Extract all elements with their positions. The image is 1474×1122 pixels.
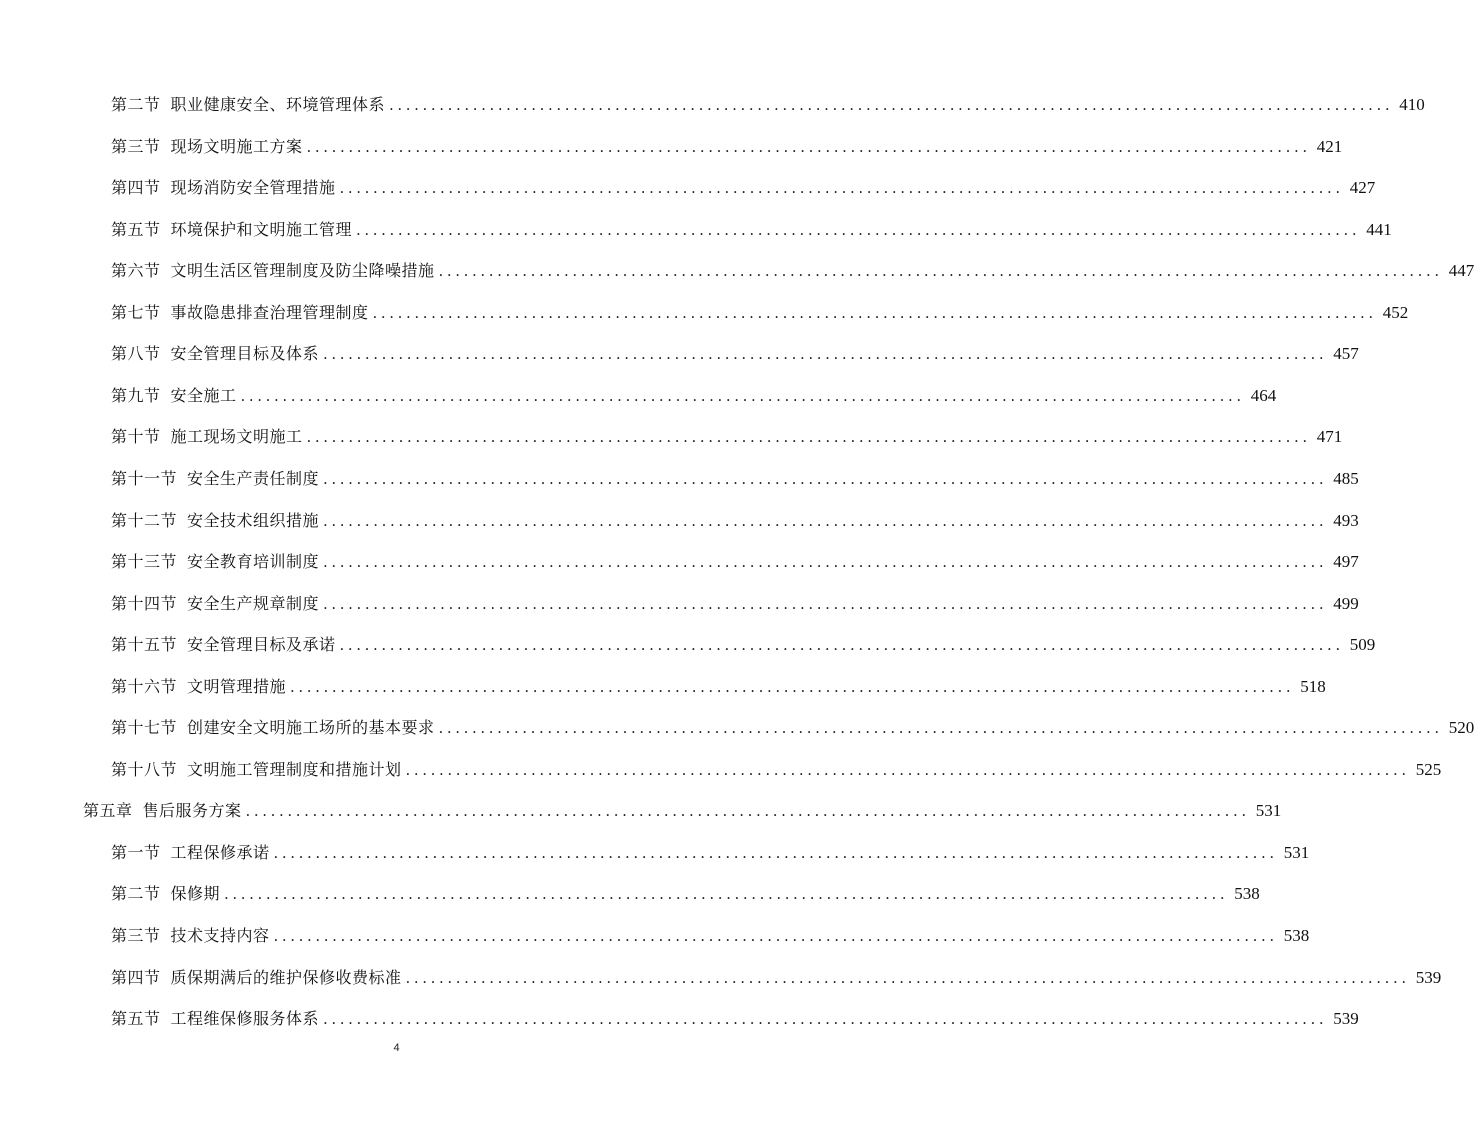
toc-entry-number: 第一节 [111,842,161,862]
toc-entry[interactable] [111,465,1359,493]
toc-entry-page: 427 [1349,178,1376,198]
toc-entry-number: 第九节 [111,385,161,405]
toc-entry-number: 第六节 [111,261,161,281]
toc-entry-title: 安全管理目标及承诺 [187,635,336,655]
toc-entry-page: 520 [1448,718,1474,738]
toc-entry-title: 现场消防安全管理措施 [170,178,336,198]
toc-entry-title: 创建安全文明施工场所的基本要求 [187,718,435,738]
toc-entry[interactable] [111,216,1392,244]
toc-entry[interactable] [111,174,1376,202]
toc-entry-title: 安全教育培训制度 [187,552,320,572]
toc-entry-number: 第二节 [111,884,161,904]
toc-entry-title: 安全生产责任制度 [187,468,320,488]
toc-entry-page: 493 [1333,510,1359,530]
toc-entry-number: 第十二节 [111,510,178,530]
toc-entry-title: 安全生产规章制度 [187,593,320,613]
dot-leader: ........................................................................................................................ [339,636,1344,655]
toc-entry-page: 499 [1333,593,1359,613]
toc-entry-page: 509 [1349,635,1376,655]
toc-entry-title: 事故隐患排查治理管理制度 [170,302,369,322]
toc-entry-title: 工程维保修服务体系 [170,1009,320,1029]
toc-entry[interactable] [111,382,1277,410]
toc-entry[interactable] [111,880,1260,908]
toc-entry-page: 447 [1448,261,1474,281]
toc-entry-page: 421 [1316,136,1343,156]
toc-entry[interactable] [111,257,1474,285]
toc-entry-number: 第十三节 [111,552,178,572]
toc-entry-page: 525 [1415,759,1442,779]
toc-entry-page: 452 [1382,302,1409,322]
toc-entry-title: 售后服务方案 [142,801,242,821]
toc-entry-page: 464 [1250,385,1277,405]
toc-entry-title: 现场文明施工方案 [170,136,303,156]
toc-entry-number: 第五章 [83,801,133,821]
toc-entry-title: 文明施工管理制度和措施计划 [187,759,402,779]
dot-leader: ........................................................................................................................ [273,843,1278,862]
toc-entry-title: 文明管理措施 [187,676,287,696]
toc-entry-title: 文明生活区管理制度及防尘降噪措施 [170,261,435,281]
toc-entry-number: 第三节 [111,136,161,156]
toc-entry-page: 441 [1366,219,1392,239]
toc-entry-page: 485 [1333,468,1359,488]
toc-entry[interactable] [111,714,1474,742]
toc-entry-number: 第十四节 [111,593,178,613]
toc-chapter-entry[interactable] [83,797,1282,825]
toc-entry-title: 工程保修承诺 [170,842,270,862]
toc-entry-page: 518 [1300,676,1326,696]
dot-leader: ........................................................................................................................ [306,137,1311,156]
dot-leader: ........................................................................................................................ [356,220,1361,239]
toc-entry-page: 539 [1415,967,1442,987]
toc-entry-number: 第十节 [111,427,161,447]
dot-leader: ........................................................................................................................ [405,968,1410,987]
toc-entry-title: 安全技术组织措施 [187,510,320,530]
dot-leader: ........................................................................................................................ [245,802,1250,821]
toc-entry[interactable] [111,548,1359,576]
toc-entry-number: 第四节 [111,178,161,198]
toc-entry-page: 531 [1255,801,1282,821]
toc-entry-page: 538 [1234,884,1260,904]
toc-entry[interactable] [111,299,1409,327]
dot-leader: ........................................................................................................................ [438,719,1443,738]
dot-leader: ........................................................................................................................ [372,303,1377,322]
dot-leader: ........................................................................................................................ [438,262,1443,281]
dot-leader: ........................................................................................................................ [323,553,1328,572]
toc-entry-number: 第七节 [111,302,161,322]
toc-entry-number: 第五节 [111,1009,161,1029]
dot-leader: ........................................................................................................................ [323,594,1328,613]
toc-entry[interactable] [111,839,1310,867]
page-number: 4 [393,1042,400,1054]
toc-entry-title: 安全施工 [170,385,237,405]
toc-entry-number: 第十七节 [111,718,178,738]
dot-leader: ........................................................................................................................ [323,345,1328,364]
toc-entry-page: 410 [1399,95,1425,114]
toc-entry-number: 第十一节 [111,468,178,488]
toc-entry-title: 环境保护和文明施工管理 [170,219,353,239]
toc-entry[interactable] [111,133,1343,161]
toc-entry-number: 第三节 [111,926,161,945]
toc-entry-number: 第八节 [111,344,161,364]
toc-entry-page: 457 [1333,344,1359,364]
toc-entry[interactable] [111,340,1359,368]
toc-entry-page: 538 [1283,926,1310,945]
dot-leader: ........................................................................................................................ [306,428,1311,447]
toc-entry-number: 第十六节 [111,676,178,696]
toc-entry-page: 471 [1316,427,1343,447]
dot-leader: ........................................................................................................................ [389,96,1394,114]
toc-entry[interactable] [111,922,1310,950]
dot-leader: ........................................................................................................................ [224,885,1229,904]
toc-entry-number: 第四节 [111,967,161,987]
dot-leader: ........................................................................................................................ [405,760,1410,779]
dot-leader: ........................................................................................................................ [240,386,1245,405]
toc-entry-page: 539 [1333,1009,1359,1029]
dot-leader: ........................................................................................................................ [323,511,1328,530]
dot-leader: ........................................................................................................................ [323,469,1328,488]
toc-entry[interactable] [111,673,1326,701]
toc-entry-number: 第十八节 [111,759,178,779]
toc-entry[interactable] [111,91,1425,119]
toc-entry-title: 质保期满后的维护保修收费标准 [170,967,402,987]
toc-entry-title: 技术支持内容 [170,926,270,945]
dot-leader: ........................................................................................................................ [339,179,1344,198]
toc-entry-number: 第二节 [111,95,161,114]
dot-leader: ........................................................................................................................ [290,677,1295,696]
toc-entry[interactable] [111,964,1442,992]
toc-entry-number: 第五节 [111,219,161,239]
toc-entry[interactable] [111,756,1442,784]
toc-entry[interactable] [111,590,1359,618]
toc-entry[interactable] [111,507,1359,535]
toc-entry-title: 保修期 [170,884,221,904]
toc-entry-page: 497 [1333,552,1359,572]
toc-entry[interactable] [111,631,1376,659]
toc-entry-number: 第十五节 [111,635,178,655]
toc-entry-title: 安全管理目标及体系 [170,344,320,364]
toc-entry-title: 施工现场文明施工 [170,427,303,447]
toc-entry[interactable] [111,423,1343,451]
toc-entry-title: 职业健康安全、环境管理体系 [170,95,386,114]
toc-entry[interactable] [111,1005,1359,1033]
dot-leader: ........................................................................................................................ [323,1010,1328,1029]
toc-entry-page: 531 [1283,842,1310,862]
dot-leader: ........................................................................................................................ [273,927,1278,945]
